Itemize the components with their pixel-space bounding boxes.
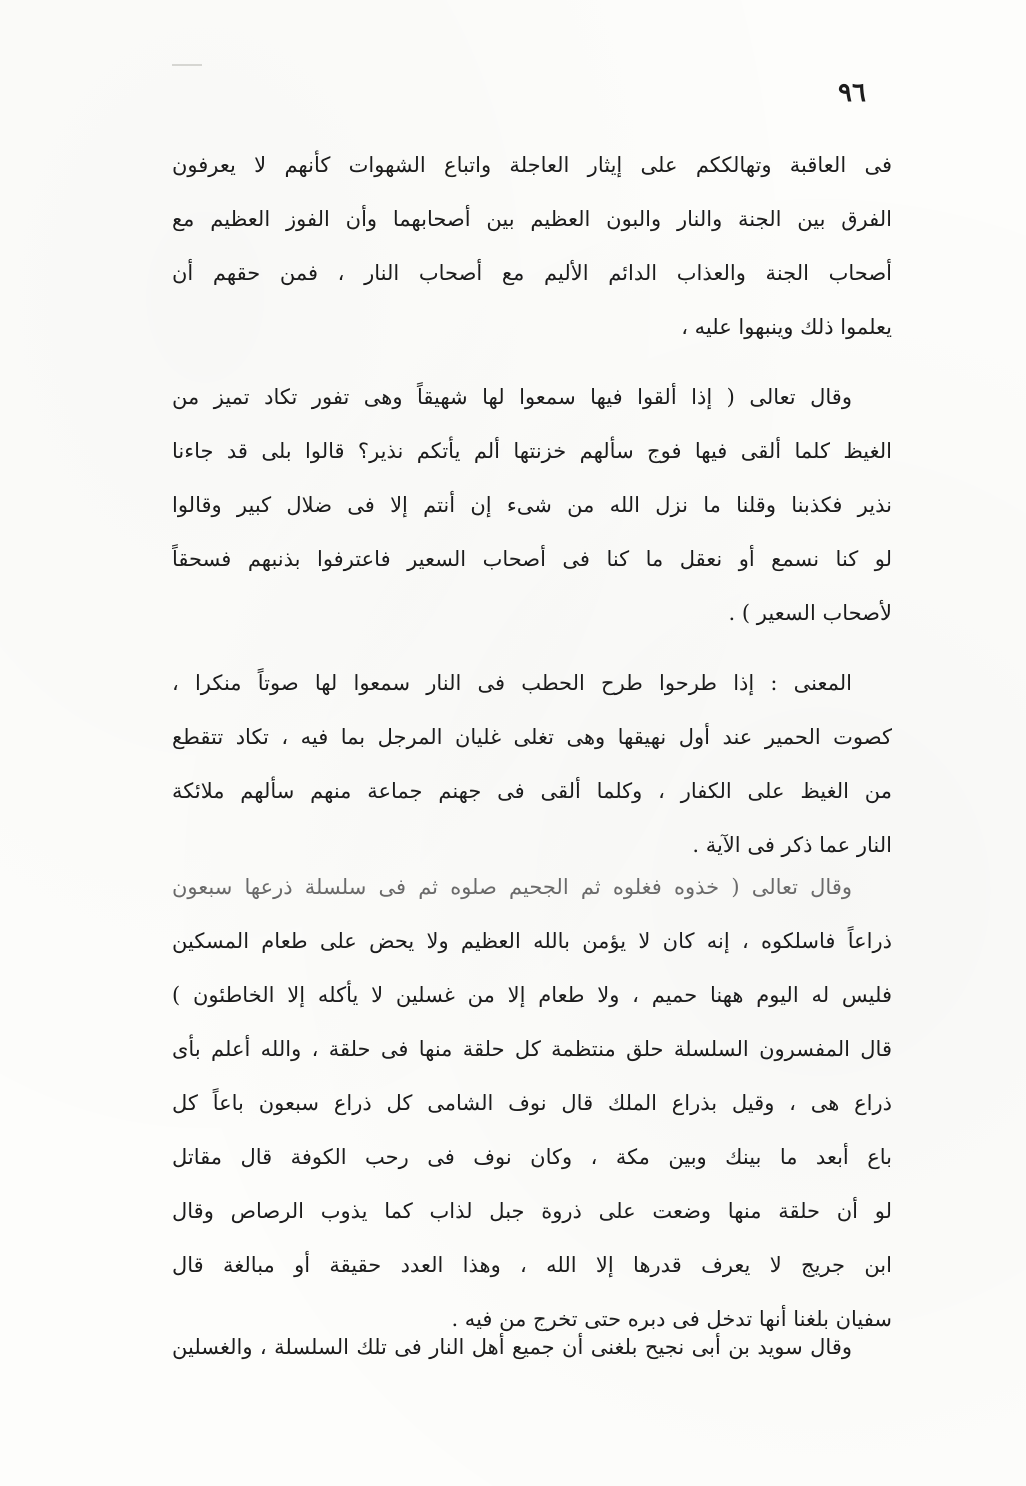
text-line: فليس له اليوم ههنا حميم ، ولا طعام إلا من غسلين لا يأكله إلا الخاطئون ) xyxy=(172,983,892,1007)
text-line: فى العاقبة وتهالككم على إيثار العاجلة واتباع الشهوات كأنهم لا يعرفون xyxy=(172,153,892,177)
paragraph-4 xyxy=(172,860,892,1346)
text-line: سفيان بلغنا أنها تدخل فى دبره حتى تخرج من فيه . xyxy=(451,1307,892,1331)
text-line: المعنى : إذا طرحوا طرح الحطب فى النار سمعوا لها صوتاً منكرا ، xyxy=(172,671,852,695)
text-line: وقال سويد بن أبى نجيح بلغنى أن جميع أهل النار فى تلك السلسلة ، والغسلين xyxy=(172,1335,852,1359)
paragraph-5 xyxy=(172,1320,892,1374)
page-number: ٩٦ xyxy=(838,78,866,108)
paragraph-2 xyxy=(172,370,892,640)
text-line: وقال تعالى ( خذوه فغلوه ثم الجحيم صلوه ثم فى سلسلة ذرعها سبعون xyxy=(172,875,852,899)
text-line: نذير فكذبنا وقلنا ما نزل الله من شىء إن أنتم إلا فى ضلال كبير وقالوا xyxy=(172,493,892,517)
paragraph-1 xyxy=(172,138,892,354)
text-line: الغيظ كلما ألقى فيها فوج سألهم خزنتها ألم يأتكم نذير؟ قالوا بلى قد جاءنا xyxy=(172,439,892,463)
text-line: يعلموا ذلك وينبهوا عليه ، xyxy=(681,315,892,339)
text-line: ذراع هى ، وقيل بذراع الملك قال نوف الشامى كل ذراع سبعون باعاً كل xyxy=(172,1091,892,1115)
text-line: لو أن حلقة منها وضعت على ذروة جبل لذاب كما يذوب الرصاص وقال xyxy=(172,1199,892,1223)
text-line: الفرق بين الجنة والنار والبون العظيم بين أصحابهما وأن الفوز العظيم مع xyxy=(172,207,892,231)
text-line: لو كنا نسمع أو نعقل ما كنا فى أصحاب السعير فاعترفوا بذنبهم فسحقاً xyxy=(172,547,892,571)
text-line: من الغيظ على الكفار ، وكلما ألقى فى جهنم جماعة منهم سألهم ملائكة xyxy=(172,779,892,803)
text-line: لأصحاب السعير ) . xyxy=(728,601,892,625)
scan-mark xyxy=(172,64,202,66)
text-line: كصوت الحمير عند أول نهيقها وهى تغلى غليان المرجل بما فيه ، تكاد تتقطع xyxy=(172,725,892,749)
text-line: ذراعاً فاسلكوه ، إنه كان لا يؤمن بالله العظيم ولا يحض على طعام المسكين xyxy=(172,929,892,953)
text-line: النار عما ذكر فى الآية . xyxy=(692,833,892,857)
text-line: قال المفسرون السلسلة حلق منتظمة كل حلقة منها فى حلقة ، والله أعلم بأى xyxy=(172,1037,892,1061)
text-line: ابن جريج لا يعرف قدرها إلا الله ، وهذا العدد حقيقة أو مبالغة قال xyxy=(172,1253,892,1277)
paragraph-3 xyxy=(172,656,892,872)
text-line: باع أبعد ما بينك وبين مكة ، وكان نوف فى رحب الكوفة قال مقاتل xyxy=(172,1145,892,1169)
text-line: أصحاب الجنة والعذاب الدائم الأليم مع أصحاب النار ، فمن حقهم أن xyxy=(172,261,892,285)
text-line: وقال تعالى ( إذا ألقوا فيها سمعوا لها شهيقاً وهى تفور تكاد تميز من xyxy=(172,385,852,409)
